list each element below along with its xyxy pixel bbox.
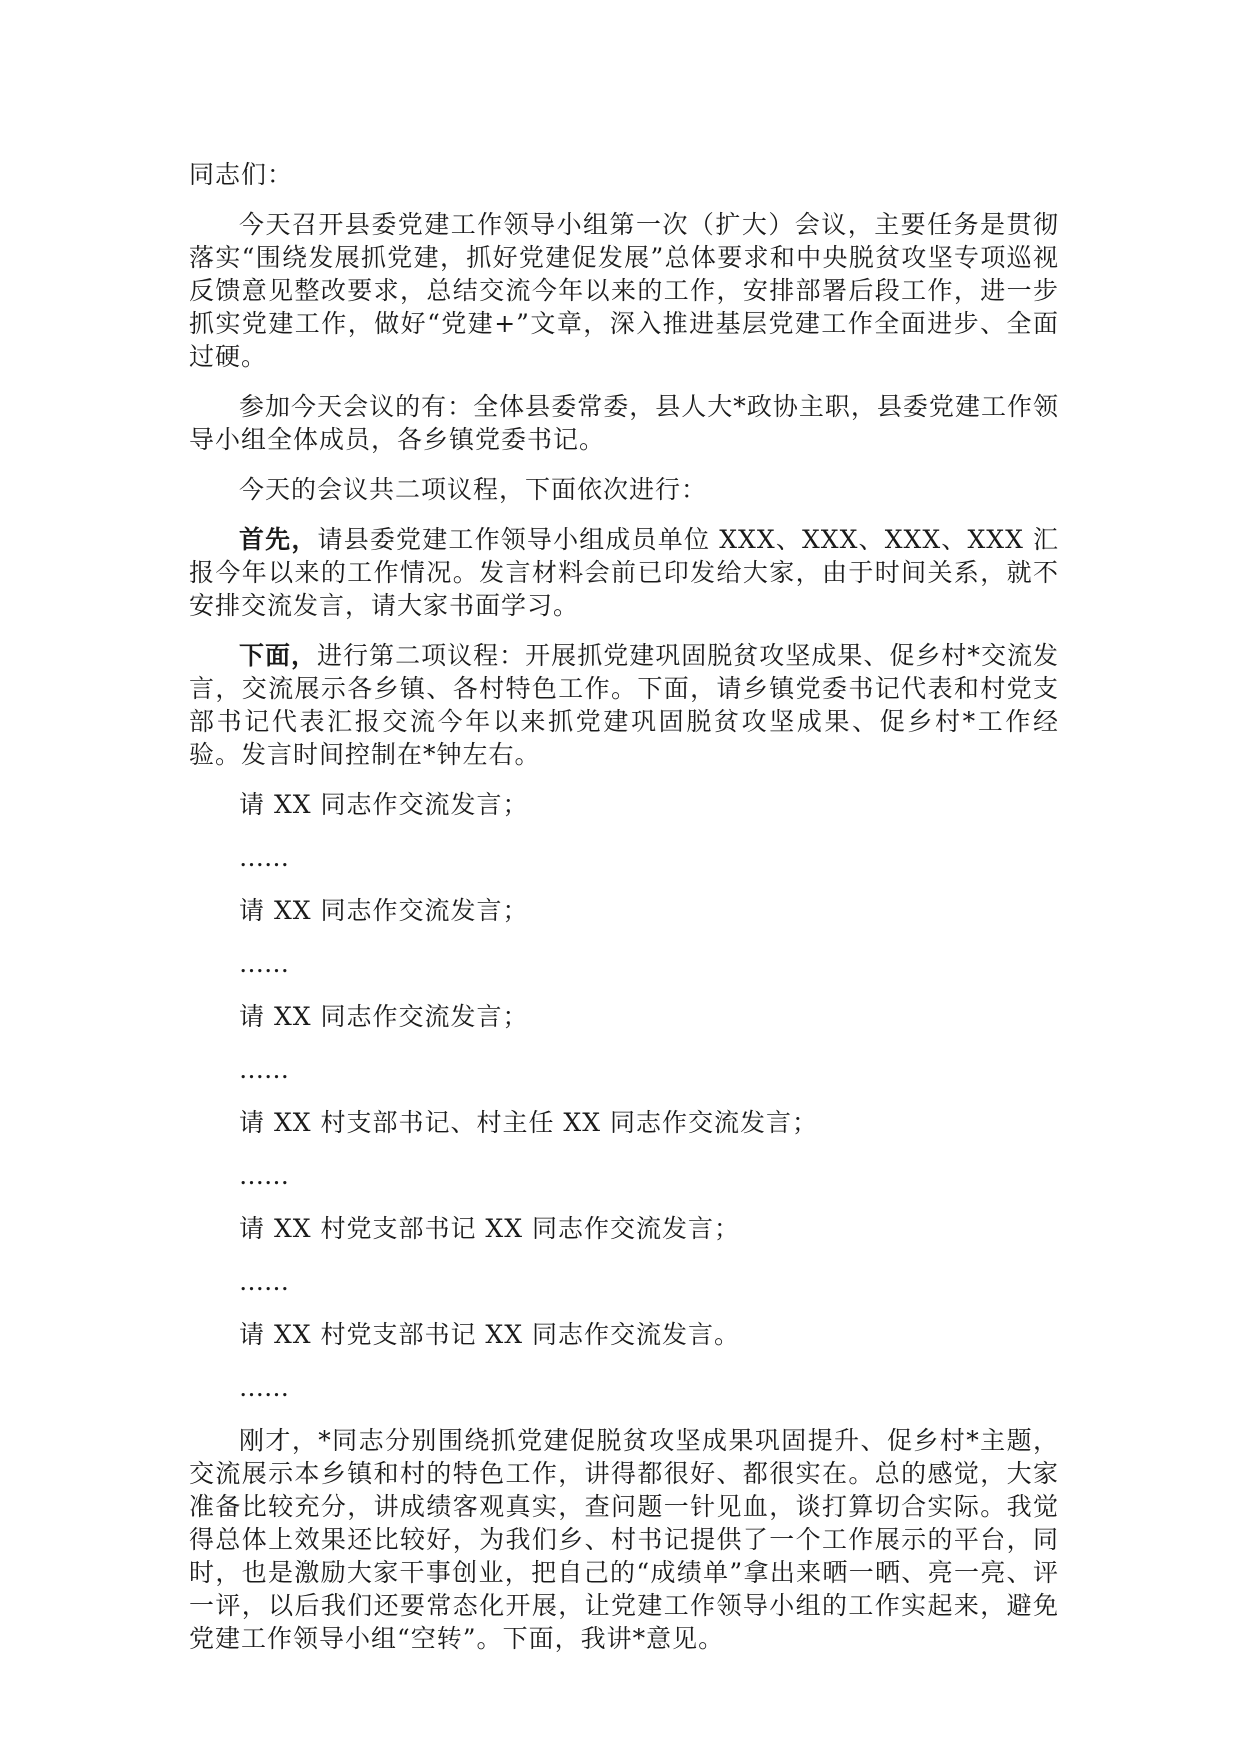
agenda-paragraph: 今天的会议共二项议程，下面依次进行： bbox=[239, 475, 708, 504]
second-body: 进行第二项议程：开展抓党建巩固脱贫攻坚成果、促乡村*交流发言，交流展示各乡镇、各村特色工作。下面，请乡镇党委书记代表和村党支部书记代表汇报交流今年以来抓党建巩固脱贫攻坚成果、促乡村*工作经验。发言时间控制在*钟左右。 bbox=[189, 641, 1059, 769]
second-agenda-paragraph bbox=[189, 639, 1059, 771]
speaker-item: 请 XX 同志作交流发言； bbox=[239, 1002, 529, 1031]
first-body: 请县委党建工作领导小组成员单位 XXX、XXX、XXX、XXX 汇报今年以来的工作情况。发言材料会前已印发给大家，由于时间关系，就不安排交流发言，请大家书面学习。 bbox=[189, 525, 1059, 620]
speech-text bbox=[189, 158, 1059, 1672]
first-lead: 首先， bbox=[239, 525, 318, 554]
ellipsis: …… bbox=[239, 843, 289, 872]
speaker-item: 请 XX 同志作交流发言； bbox=[239, 790, 529, 819]
salutation: 同志们： bbox=[189, 160, 294, 189]
attendees-paragraph: 参加今天会议的有：全体县委常委，县人大*政协主职，县委党建工作领导小组全体成员，各乡镇党委书记。 bbox=[189, 392, 1059, 454]
speaker-item: 请 XX 村支部书记、村主任 XX 同志作交流发言； bbox=[239, 1108, 818, 1137]
speaker-item: 请 XX 同志作交流发言； bbox=[239, 896, 529, 925]
closing-paragraph: 刚才，*同志分别围绕抓党建促脱贫攻坚成果巩固提升、促乡村*主题，交流展示本乡镇和村的特色工作，讲得都很好、都很实在。总的感觉，大家准备比较充分，讲成绩客观真实，查问题一针见血，谈打算切合实际。我觉得总体上效果还比较好，为我们乡、村书记提供了一个工作展示的平台，同时，也是激励大家干事创业，把自己的“成绩单”拿出来晒一晒、亮一亮、评一评，以后我们还要常态化开展，让党建工作领导小组的工作实起来，避免党建工作领导小组“空转”。下面，我讲*意见。 bbox=[189, 1426, 1059, 1653]
ellipsis: …… bbox=[239, 1055, 289, 1084]
ellipsis: …… bbox=[239, 1161, 289, 1190]
ellipsis: …… bbox=[239, 949, 289, 978]
second-lead: 下面， bbox=[239, 641, 318, 670]
ellipsis: …… bbox=[239, 1267, 289, 1296]
first-agenda-paragraph bbox=[189, 523, 1059, 622]
opening-paragraph: 今天召开县委党建工作领导小组第一次（扩大）会议，主要任务是贯彻落实“围绕发展抓党建，抓好党建促发展”总体要求和中央脱贫攻坚专项巡视反馈意见整改要求，总结交流今年以来的工作，安排部署后段工作，进一步抓实党建工作，做好“党建+”文章，深入推进基层党建工作全面进步、全面过硬。 bbox=[189, 210, 1059, 371]
ellipsis: …… bbox=[239, 1373, 289, 1402]
speaker-item: 请 XX 村党支部书记 XX 同志作交流发言； bbox=[239, 1214, 740, 1243]
speaker-item: 请 XX 村党支部书记 XX 同志作交流发言。 bbox=[239, 1320, 740, 1349]
